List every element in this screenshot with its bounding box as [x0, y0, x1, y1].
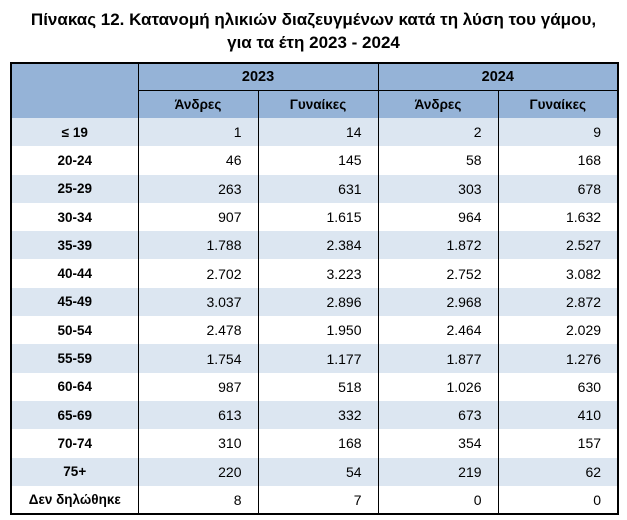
table-header — [11, 63, 618, 118]
value-cell: 410 — [498, 401, 618, 429]
age-group-label: 35-39 — [11, 231, 138, 259]
divorce-age-table — [10, 62, 619, 515]
value-cell: 1.026 — [378, 373, 498, 401]
table-row — [11, 118, 618, 146]
value-cell: 54 — [258, 458, 378, 486]
value-cell: 1.872 — [378, 231, 498, 259]
value-cell: 907 — [138, 203, 258, 231]
table-body — [11, 118, 618, 514]
value-cell: 3.082 — [498, 259, 618, 287]
value-cell: 303 — [378, 175, 498, 203]
table-row — [11, 429, 618, 457]
value-cell: 332 — [258, 401, 378, 429]
table-row — [11, 231, 618, 259]
value-cell: 1.177 — [258, 344, 378, 372]
corner-cell — [11, 63, 138, 118]
value-cell: 0 — [498, 486, 618, 514]
age-group-label: 65-69 — [11, 401, 138, 429]
value-cell: 987 — [138, 373, 258, 401]
value-cell: 0 — [378, 486, 498, 514]
value-cell: 2.752 — [378, 259, 498, 287]
value-cell: 630 — [498, 373, 618, 401]
title-line-1: Πίνακας 12. Κατανομή ηλικιών διαζευγμένων κατά τη λύση του γάμου, — [30, 10, 597, 29]
year-header-2024: 2024 — [378, 63, 618, 90]
value-cell: 62 — [498, 458, 618, 486]
age-group-label: 25-29 — [11, 175, 138, 203]
header-men-2023: Άνδρες — [138, 90, 258, 118]
value-cell: 157 — [498, 429, 618, 457]
age-group-label: 60-64 — [11, 373, 138, 401]
value-cell: 2.896 — [258, 288, 378, 316]
value-cell: 1.615 — [258, 203, 378, 231]
value-cell: 58 — [378, 146, 498, 174]
title-line-2: για τα έτη 2023 - 2024 — [227, 33, 400, 52]
value-cell: 354 — [378, 429, 498, 457]
year-header-row — [11, 63, 618, 90]
age-group-label: 45-49 — [11, 288, 138, 316]
header-men-2024: Άνδρες — [378, 90, 498, 118]
value-cell: 310 — [138, 429, 258, 457]
table-row — [11, 146, 618, 174]
value-cell: 2.968 — [378, 288, 498, 316]
value-cell: 2.872 — [498, 288, 618, 316]
value-cell: 2.478 — [138, 316, 258, 344]
table-row — [11, 203, 618, 231]
value-cell: 168 — [498, 146, 618, 174]
value-cell: 2.384 — [258, 231, 378, 259]
value-cell: 3.037 — [138, 288, 258, 316]
value-cell: 3.223 — [258, 259, 378, 287]
value-cell: 7 — [258, 486, 378, 514]
value-cell: 1.276 — [498, 344, 618, 372]
age-group-label: ≤ 19 — [11, 118, 138, 146]
value-cell: 673 — [378, 401, 498, 429]
value-cell: 168 — [258, 429, 378, 457]
value-cell: 518 — [258, 373, 378, 401]
age-group-label: 50-54 — [11, 316, 138, 344]
value-cell: 2 — [378, 118, 498, 146]
age-group-label: Δεν δηλώθηκε — [11, 486, 138, 514]
value-cell: 1 — [138, 118, 258, 146]
value-cell: 631 — [258, 175, 378, 203]
value-cell: 964 — [378, 203, 498, 231]
header-women-2024: Γυναίκες — [498, 90, 618, 118]
age-group-label: 70-74 — [11, 429, 138, 457]
table-row — [11, 401, 618, 429]
header-women-2023: Γυναίκες — [258, 90, 378, 118]
age-group-label: 40-44 — [11, 259, 138, 287]
value-cell: 1.754 — [138, 344, 258, 372]
table-row — [11, 259, 618, 287]
value-cell: 2.527 — [498, 231, 618, 259]
value-cell: 2.464 — [378, 316, 498, 344]
age-group-label: 30-34 — [11, 203, 138, 231]
value-cell: 1.950 — [258, 316, 378, 344]
value-cell: 2.702 — [138, 259, 258, 287]
value-cell: 1.632 — [498, 203, 618, 231]
value-cell: 613 — [138, 401, 258, 429]
year-header-2023: 2023 — [138, 63, 378, 90]
value-cell: 1.788 — [138, 231, 258, 259]
table-row — [11, 316, 618, 344]
value-cell: 219 — [378, 458, 498, 486]
table-row — [11, 288, 618, 316]
page-title — [0, 8, 627, 54]
value-cell: 2.029 — [498, 316, 618, 344]
value-cell: 14 — [258, 118, 378, 146]
age-group-label: 75+ — [11, 458, 138, 486]
value-cell: 1.877 — [378, 344, 498, 372]
table-row — [11, 486, 618, 514]
value-cell: 9 — [498, 118, 618, 146]
value-cell: 46 — [138, 146, 258, 174]
value-cell: 220 — [138, 458, 258, 486]
value-cell: 8 — [138, 486, 258, 514]
age-group-label: 20-24 — [11, 146, 138, 174]
value-cell: 678 — [498, 175, 618, 203]
value-cell: 263 — [138, 175, 258, 203]
age-group-label: 55-59 — [11, 344, 138, 372]
value-cell: 145 — [258, 146, 378, 174]
table-row — [11, 175, 618, 203]
table-row — [11, 373, 618, 401]
table-row — [11, 344, 618, 372]
table-row — [11, 458, 618, 486]
